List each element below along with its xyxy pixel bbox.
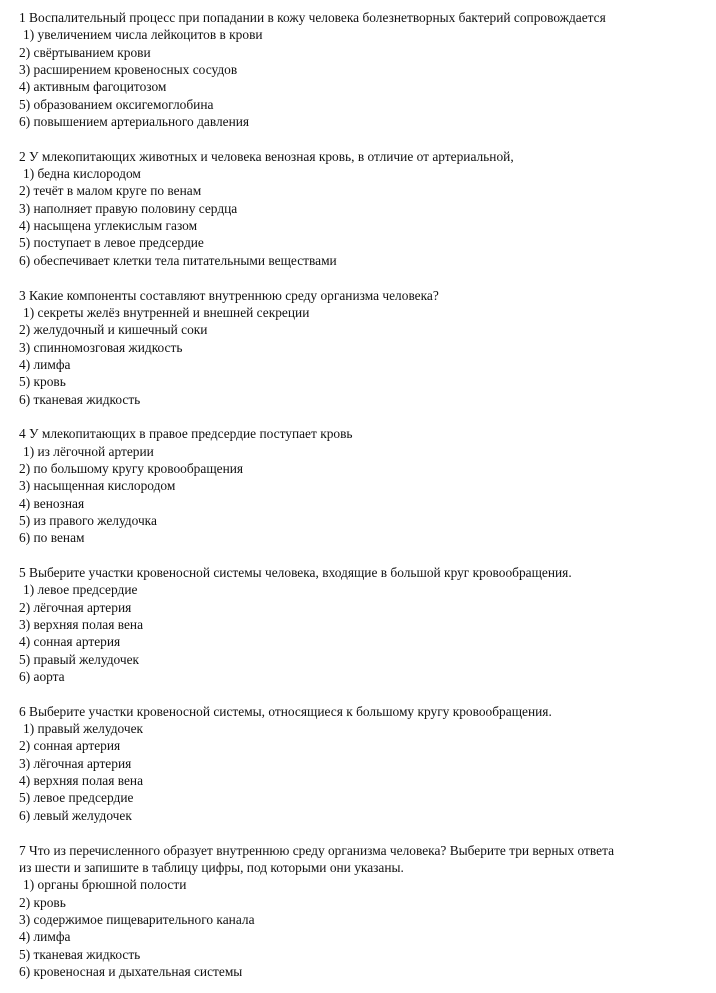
- question-2-option-3: 3) наполняет правую половину сердца: [19, 200, 238, 216]
- question-4-option-4: 4) венозная: [19, 495, 85, 511]
- question-4-option-5: 5) из правого желудочка: [19, 512, 157, 528]
- question-5-option-4: 4) сонная артерия: [19, 634, 121, 650]
- question-1-option-3: 3) расширением кровеносных сосудов: [19, 62, 238, 78]
- question-6-option-6: 6) левый желудочек: [19, 807, 132, 823]
- question-5-option-3: 3) верхняя полая вена: [19, 617, 144, 633]
- question-7-option-1: 1) органы брюшной полости: [23, 877, 187, 893]
- question-1-option-1: 1) увеличением числа лейкоцитов в крови: [23, 27, 263, 43]
- question-7-text-line-2: из шести и запишите в таблицу цифры, под которыми они указаны.: [19, 859, 404, 875]
- question-5-option-1: 1) левое предсердие: [23, 582, 138, 598]
- question-3-option-4: 4) лимфа: [19, 356, 71, 372]
- spacer: [19, 269, 709, 286]
- spacer: [19, 130, 709, 147]
- question-3-option-5: 5) кровь: [19, 374, 66, 390]
- question-1-option-4: 4) активным фагоцитозом: [19, 79, 167, 95]
- question-1-text: 1 Воспалительный процесс при попадании в кожу человека болезнетворных бактерий сопровождается: [19, 10, 606, 25]
- question-7-option-4: 4) лимфа: [19, 929, 71, 945]
- spacer: [19, 685, 709, 702]
- question-6-option-4: 4) верхняя полая вена: [19, 773, 144, 789]
- question-2-option-5: 5) поступает в левое предсердие: [19, 235, 204, 251]
- question-3-option-1: 1) секреты желёз внутренней и внешней секреции: [23, 304, 310, 320]
- question-5: [19, 564, 709, 685]
- question-7-option-2: 2) кровь: [19, 894, 66, 910]
- spacer: [19, 547, 709, 564]
- question-4-option-1: 1) из лёгочной артерии: [23, 443, 154, 459]
- question-7-option-6: 6) кровеносная и дыхательная системы: [19, 963, 243, 979]
- question-4-option-6: 6) по венам: [19, 530, 85, 546]
- question-5-option-5: 5) правый желудочек: [19, 651, 140, 667]
- question-7-text-line-1: 7 Что из перечисленного образует внутреннюю среду организма человека? Выберите три верных ответа: [19, 842, 615, 858]
- question-1-option-5: 5) образованием оксигемоглобина: [19, 96, 214, 112]
- question-2-option-6: 6) обеспечивает клетки тела питательными веществами: [19, 252, 337, 268]
- question-2-text: 2 У млекопитающих животных и человека венозная кровь, в отличие от артериальной,: [19, 148, 514, 164]
- question-3-option-6: 6) тканевая жидкость: [19, 391, 141, 407]
- question-3-text: 3 Какие компоненты составляют внутреннюю среду организма человека?: [19, 287, 439, 303]
- question-4-option-3: 3) насыщенная кислородом: [19, 478, 176, 494]
- question-6-option-5: 5) левое предсердие: [19, 790, 134, 806]
- question-2-option-2: 2) течёт в малом круге по венам: [19, 183, 202, 199]
- question-3-option-2: 2) желудочный и кишечный соки: [19, 322, 208, 338]
- spacer: [19, 824, 709, 841]
- question-2-option-1: 1) бедна кислородом: [23, 166, 141, 182]
- question-5-option-6: 6) аорта: [19, 669, 65, 685]
- question-6-option-2: 2) сонная артерия: [19, 738, 121, 754]
- question-6-text: 6 Выберите участки кровеносной системы, относящиеся к большому кругу кровообращения.: [19, 703, 552, 719]
- question-2-option-4: 4) насыщена углекислым газом: [19, 218, 198, 234]
- question-5-text: 5 Выберите участки кровеносной системы человека, входящие в большой круг кровообращения.: [19, 565, 572, 580]
- question-7: [19, 842, 709, 981]
- question-1-option-6: 6) повышением артериального давления: [19, 114, 250, 130]
- question-2: [19, 148, 709, 269]
- question-4: [19, 425, 709, 546]
- question-6-option-3: 3) лёгочная артерия: [19, 755, 132, 771]
- question-6: [19, 703, 709, 824]
- question-5-option-2: 2) лёгочная артерия: [19, 599, 132, 615]
- question-4-option-2: 2) по большому кругу кровообращения: [19, 460, 244, 476]
- question-4-text: 4 У млекопитающих в правое предсердие поступает кровь: [19, 426, 353, 442]
- question-7-option-5: 5) тканевая жидкость: [19, 946, 141, 962]
- question-3: [19, 287, 709, 408]
- spacer: [19, 408, 709, 425]
- question-1-option-2: 2) свёртыванием крови: [19, 44, 151, 60]
- question-7-option-3: 3) содержимое пищеварительного канала: [19, 911, 255, 927]
- document-page: [19, 9, 709, 980]
- question-1: [19, 9, 709, 130]
- question-3-option-3: 3) спинномозговая жидкость: [19, 339, 183, 355]
- question-6-option-1: 1) правый желудочек: [23, 721, 144, 737]
